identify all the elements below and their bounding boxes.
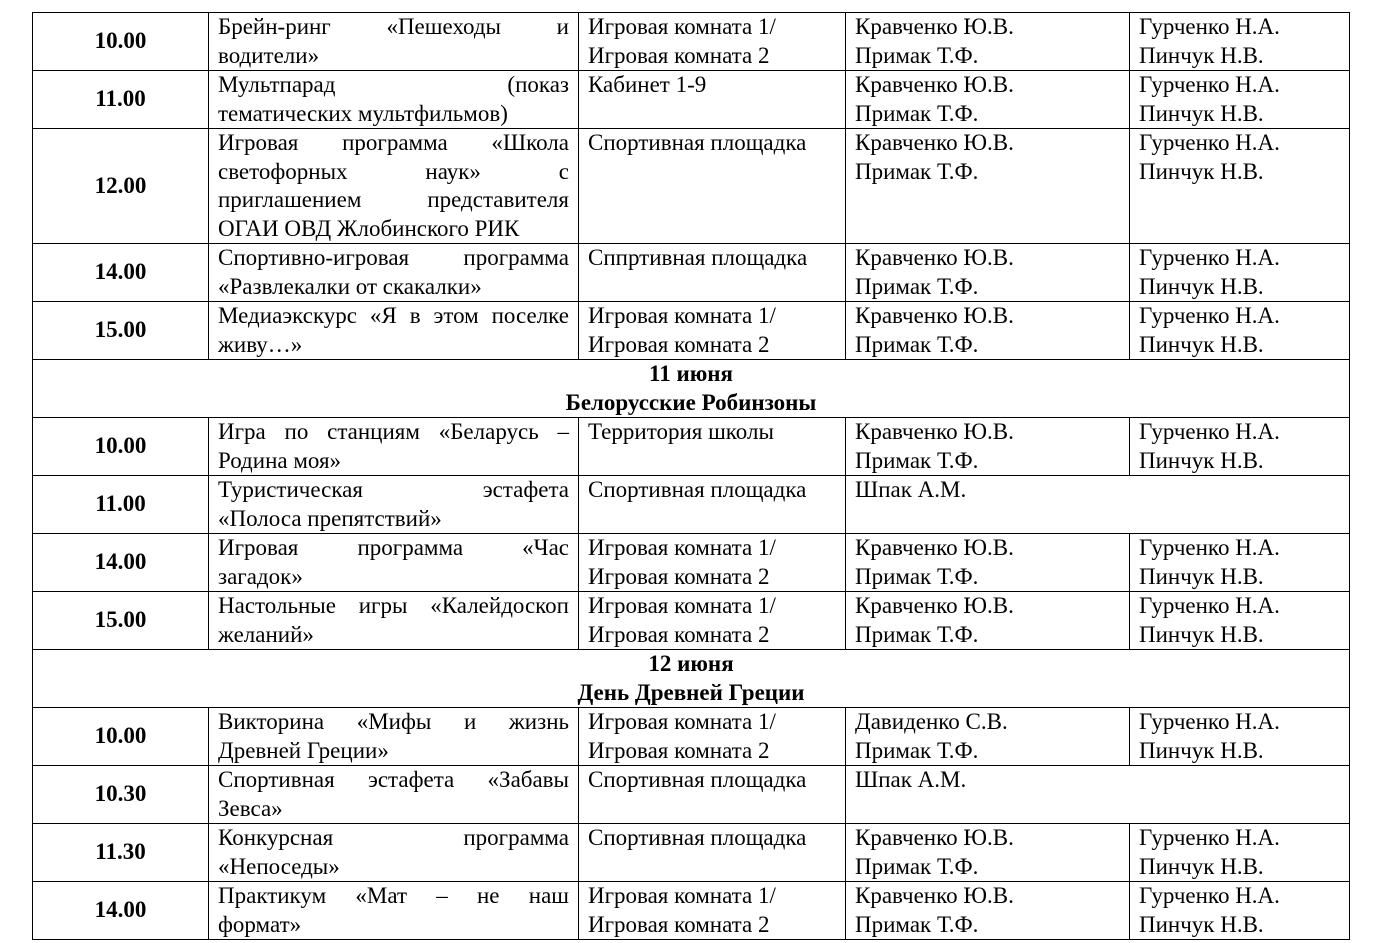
assistant-cell [1130,592,1350,650]
cell-line: Гурченко Н.А. [1139,303,1280,328]
cell-line: Кравченко Ю.В. [855,14,1014,39]
cell-line: Практикум «Мат – не наш [218,883,569,908]
cell-line: Кравченко Ю.В. [855,130,1014,155]
responsible-cell [846,244,1130,302]
cell-line: Давиденко С.В. [855,709,1008,734]
time-cell: 11.30 [33,824,209,882]
time-cell: 14.00 [33,882,209,940]
event-cell [209,129,579,244]
cell-line: живу…» [218,331,303,357]
cell-line: Сппртивная площадка [588,245,808,270]
day-date: 12 июня [648,651,734,676]
cell-line: светофорных наук» с [218,158,569,184]
cell-line: Территория школы [588,419,774,444]
cell-line: Примак Т.Ф. [855,331,979,357]
cell-line: Пинчук Н.В. [1139,158,1264,184]
cell-line: Примак Т.Ф. [855,158,979,184]
cell-line: Пинчук Н.В. [1139,563,1264,589]
place-cell [579,302,846,360]
table-row [33,244,1350,302]
cell-line: Игровая комната 1/ [588,535,776,560]
event-cell [209,708,579,766]
assistant-cell [1130,302,1350,360]
cell-line: Игровая комната 2 [588,621,770,647]
cell-line: Примак Т.Ф. [855,273,979,299]
cell-line: Пинчук Н.В. [1139,273,1264,299]
table-row [33,708,1350,766]
cell-line: Игровая программа «Школа [218,130,569,155]
event-cell [209,766,579,824]
cell-line: приглашением представителя [218,187,569,212]
cell-line: Кравченко Ю.В. [855,419,1014,444]
event-cell [209,592,579,650]
cell-line: желаний» [218,621,314,647]
cell-line: Игровая комната 1/ [588,709,776,734]
cell-line: Кравченко Ю.В. [855,593,1014,618]
place-cell [579,766,846,824]
time-cell: 15.00 [33,302,209,360]
table-row [33,824,1350,882]
responsible-cell [846,534,1130,592]
assistant-cell [1130,129,1350,244]
cell-line: формат» [218,911,302,937]
table-row [33,418,1350,476]
assistant-cell [1130,708,1350,766]
schedule-body [33,13,1350,940]
responsible-cell [846,418,1130,476]
cell-line: Шпак А.М. [855,767,967,792]
cell-line: Игровая программа «Час [218,535,569,560]
cell-line: Пинчук Н.В. [1139,100,1264,126]
event-cell [209,418,579,476]
cell-line: Гурченко Н.А. [1139,130,1280,155]
cell-line: Пинчук Н.В. [1139,621,1264,647]
cell-line: Игровая комната 2 [588,737,770,763]
cell-line: Примак Т.Ф. [855,447,979,473]
cell-line: Кравченко Ю.В. [855,535,1014,560]
responsible-cell [846,71,1130,129]
cell-line: Примак Т.Ф. [855,911,979,937]
cell-line: Родина моя» [218,447,342,473]
cell-line: Пинчук Н.В. [1139,853,1264,879]
event-cell [209,302,579,360]
event-cell [209,244,579,302]
cell-line: Игра по станциям «Беларусь – [218,419,569,444]
assistant-cell [1130,13,1350,71]
cell-line: Гурченко Н.А. [1139,883,1280,908]
cell-line: Спортивная площадка [588,767,807,792]
event-cell [209,13,579,71]
cell-line: Древней Греции» [218,737,389,763]
cell-line: Пинчук Н.В. [1139,42,1264,68]
assistant-cell [1130,418,1350,476]
assistant-cell [1130,882,1350,940]
responsible-cell [846,476,1350,534]
time-cell: 14.00 [33,244,209,302]
table-row [33,534,1350,592]
cell-line: Гурченко Н.А. [1139,825,1280,850]
cell-line: «Развлекалки от скакалки» [218,273,482,299]
cell-line: Конкурсная программа [218,825,569,850]
responsible-cell [846,592,1130,650]
cell-line: Гурченко Н.А. [1139,535,1280,560]
cell-line: Пинчук Н.В. [1139,331,1264,357]
cell-line: Туристическая эстафета [218,477,569,502]
cell-line: Настольные игры «Калейдоскоп [218,593,569,618]
cell-line: Гурченко Н.А. [1139,14,1280,39]
table-row [33,476,1350,534]
event-cell [209,824,579,882]
cell-line: Игровая комната 1/ [588,14,776,39]
responsible-cell [846,882,1130,940]
cell-line: «Полоса препятствий» [218,505,442,531]
cell-line: Примак Т.Ф. [855,853,979,879]
place-cell [579,708,846,766]
cell-line: Кабинет 1-9 [588,72,707,97]
assistant-cell [1130,71,1350,129]
time-cell: 10.00 [33,708,209,766]
assistant-cell [1130,244,1350,302]
table-row [33,592,1350,650]
cell-line: Спортивная эстафета «Забавы [218,767,569,792]
cell-line: Гурченко Н.А. [1139,593,1280,618]
cell-line: Викторина «Мифы и жизнь [218,709,569,734]
cell-line: Игровая комната 2 [588,42,770,68]
place-cell [579,13,846,71]
time-cell: 10.00 [33,418,209,476]
time-cell: 11.00 [33,476,209,534]
cell-line: загадок» [218,563,303,589]
cell-line: Игровая комната 1/ [588,883,776,908]
responsible-cell [846,766,1350,824]
event-cell [209,71,579,129]
cell-line: Кравченко Ю.В. [855,825,1014,850]
cell-line: Гурченко Н.А. [1139,709,1280,734]
place-cell [579,129,846,244]
schedule-table [32,12,1350,940]
cell-line: тематических мультфильмов) [218,100,508,126]
day-header-cell [33,360,1350,418]
cell-line: Игровая комната 2 [588,911,770,937]
cell-line: Гурченко Н.А. [1139,72,1280,97]
time-cell: 10.30 [33,766,209,824]
day-header-row [33,360,1350,418]
day-theme: Белорусские Робинзоны [565,389,817,415]
cell-line: Гурченко Н.А. [1139,419,1280,444]
event-cell [209,534,579,592]
cell-line: Кравченко Ю.В. [855,245,1014,270]
place-cell [579,882,846,940]
cell-line: Примак Т.Ф. [855,737,979,763]
time-cell: 10.00 [33,13,209,71]
cell-line: Примак Т.Ф. [855,621,979,647]
cell-line: Примак Т.Ф. [855,42,979,68]
time-cell: 12.00 [33,129,209,244]
cell-line: Кравченко Ю.В. [855,883,1014,908]
day-header-row [33,650,1350,708]
table-row [33,882,1350,940]
assistant-cell [1130,824,1350,882]
event-cell [209,476,579,534]
cell-line: Пинчук Н.В. [1139,911,1264,937]
place-cell [579,476,846,534]
cell-line: Зевса» [218,795,283,821]
table-row [33,71,1350,129]
day-header-cell [33,650,1350,708]
cell-line: Пинчук Н.В. [1139,447,1264,473]
time-cell: 14.00 [33,534,209,592]
event-cell [209,882,579,940]
cell-line: Игровая комната 1/ [588,593,776,618]
responsible-cell [846,13,1130,71]
cell-line: Брейн-ринг «Пешеходы и [218,14,569,39]
cell-line: Кравченко Ю.В. [855,72,1014,97]
cell-line: водители» [218,42,320,68]
cell-line: Спортивно-игровая программа [218,245,569,270]
cell-line: Игровая комната 2 [588,563,770,589]
day-date: 11 июня [648,361,733,386]
place-cell [579,71,846,129]
place-cell [579,418,846,476]
day-theme: День Древней Греции [577,679,805,705]
cell-line: Кравченко Ю.В. [855,303,1014,328]
cell-line: Примак Т.Ф. [855,100,979,126]
place-cell [579,824,846,882]
cell-line: Игровая комната 1/ [588,303,776,328]
responsible-cell [846,302,1130,360]
cell-line: Гурченко Н.А. [1139,245,1280,270]
responsible-cell [846,129,1130,244]
cell-line: Пинчук Н.В. [1139,737,1264,763]
place-cell [579,244,846,302]
cell-line: Шпак А.М. [855,477,967,502]
time-cell: 15.00 [33,592,209,650]
table-row [33,13,1350,71]
cell-line: Спортивная площадка [588,825,807,850]
cell-line: Мультпарад (показ [218,72,569,97]
assistant-cell [1130,534,1350,592]
table-row [33,302,1350,360]
cell-line: Спортивная площадка [588,477,807,502]
cell-line: Медиаэкскурс «Я в этом поселке [218,303,569,328]
time-cell: 11.00 [33,71,209,129]
responsible-cell [846,708,1130,766]
cell-line: «Непоседы» [218,853,340,879]
table-row [33,766,1350,824]
cell-line: Спортивная площадка [588,130,807,155]
place-cell [579,592,846,650]
responsible-cell [846,824,1130,882]
cell-line: ОГАИ ОВД Жлобинского РИК [218,215,520,241]
cell-line: Примак Т.Ф. [855,563,979,589]
cell-line: Игровая комната 2 [588,331,770,357]
table-row [33,129,1350,244]
place-cell [579,534,846,592]
